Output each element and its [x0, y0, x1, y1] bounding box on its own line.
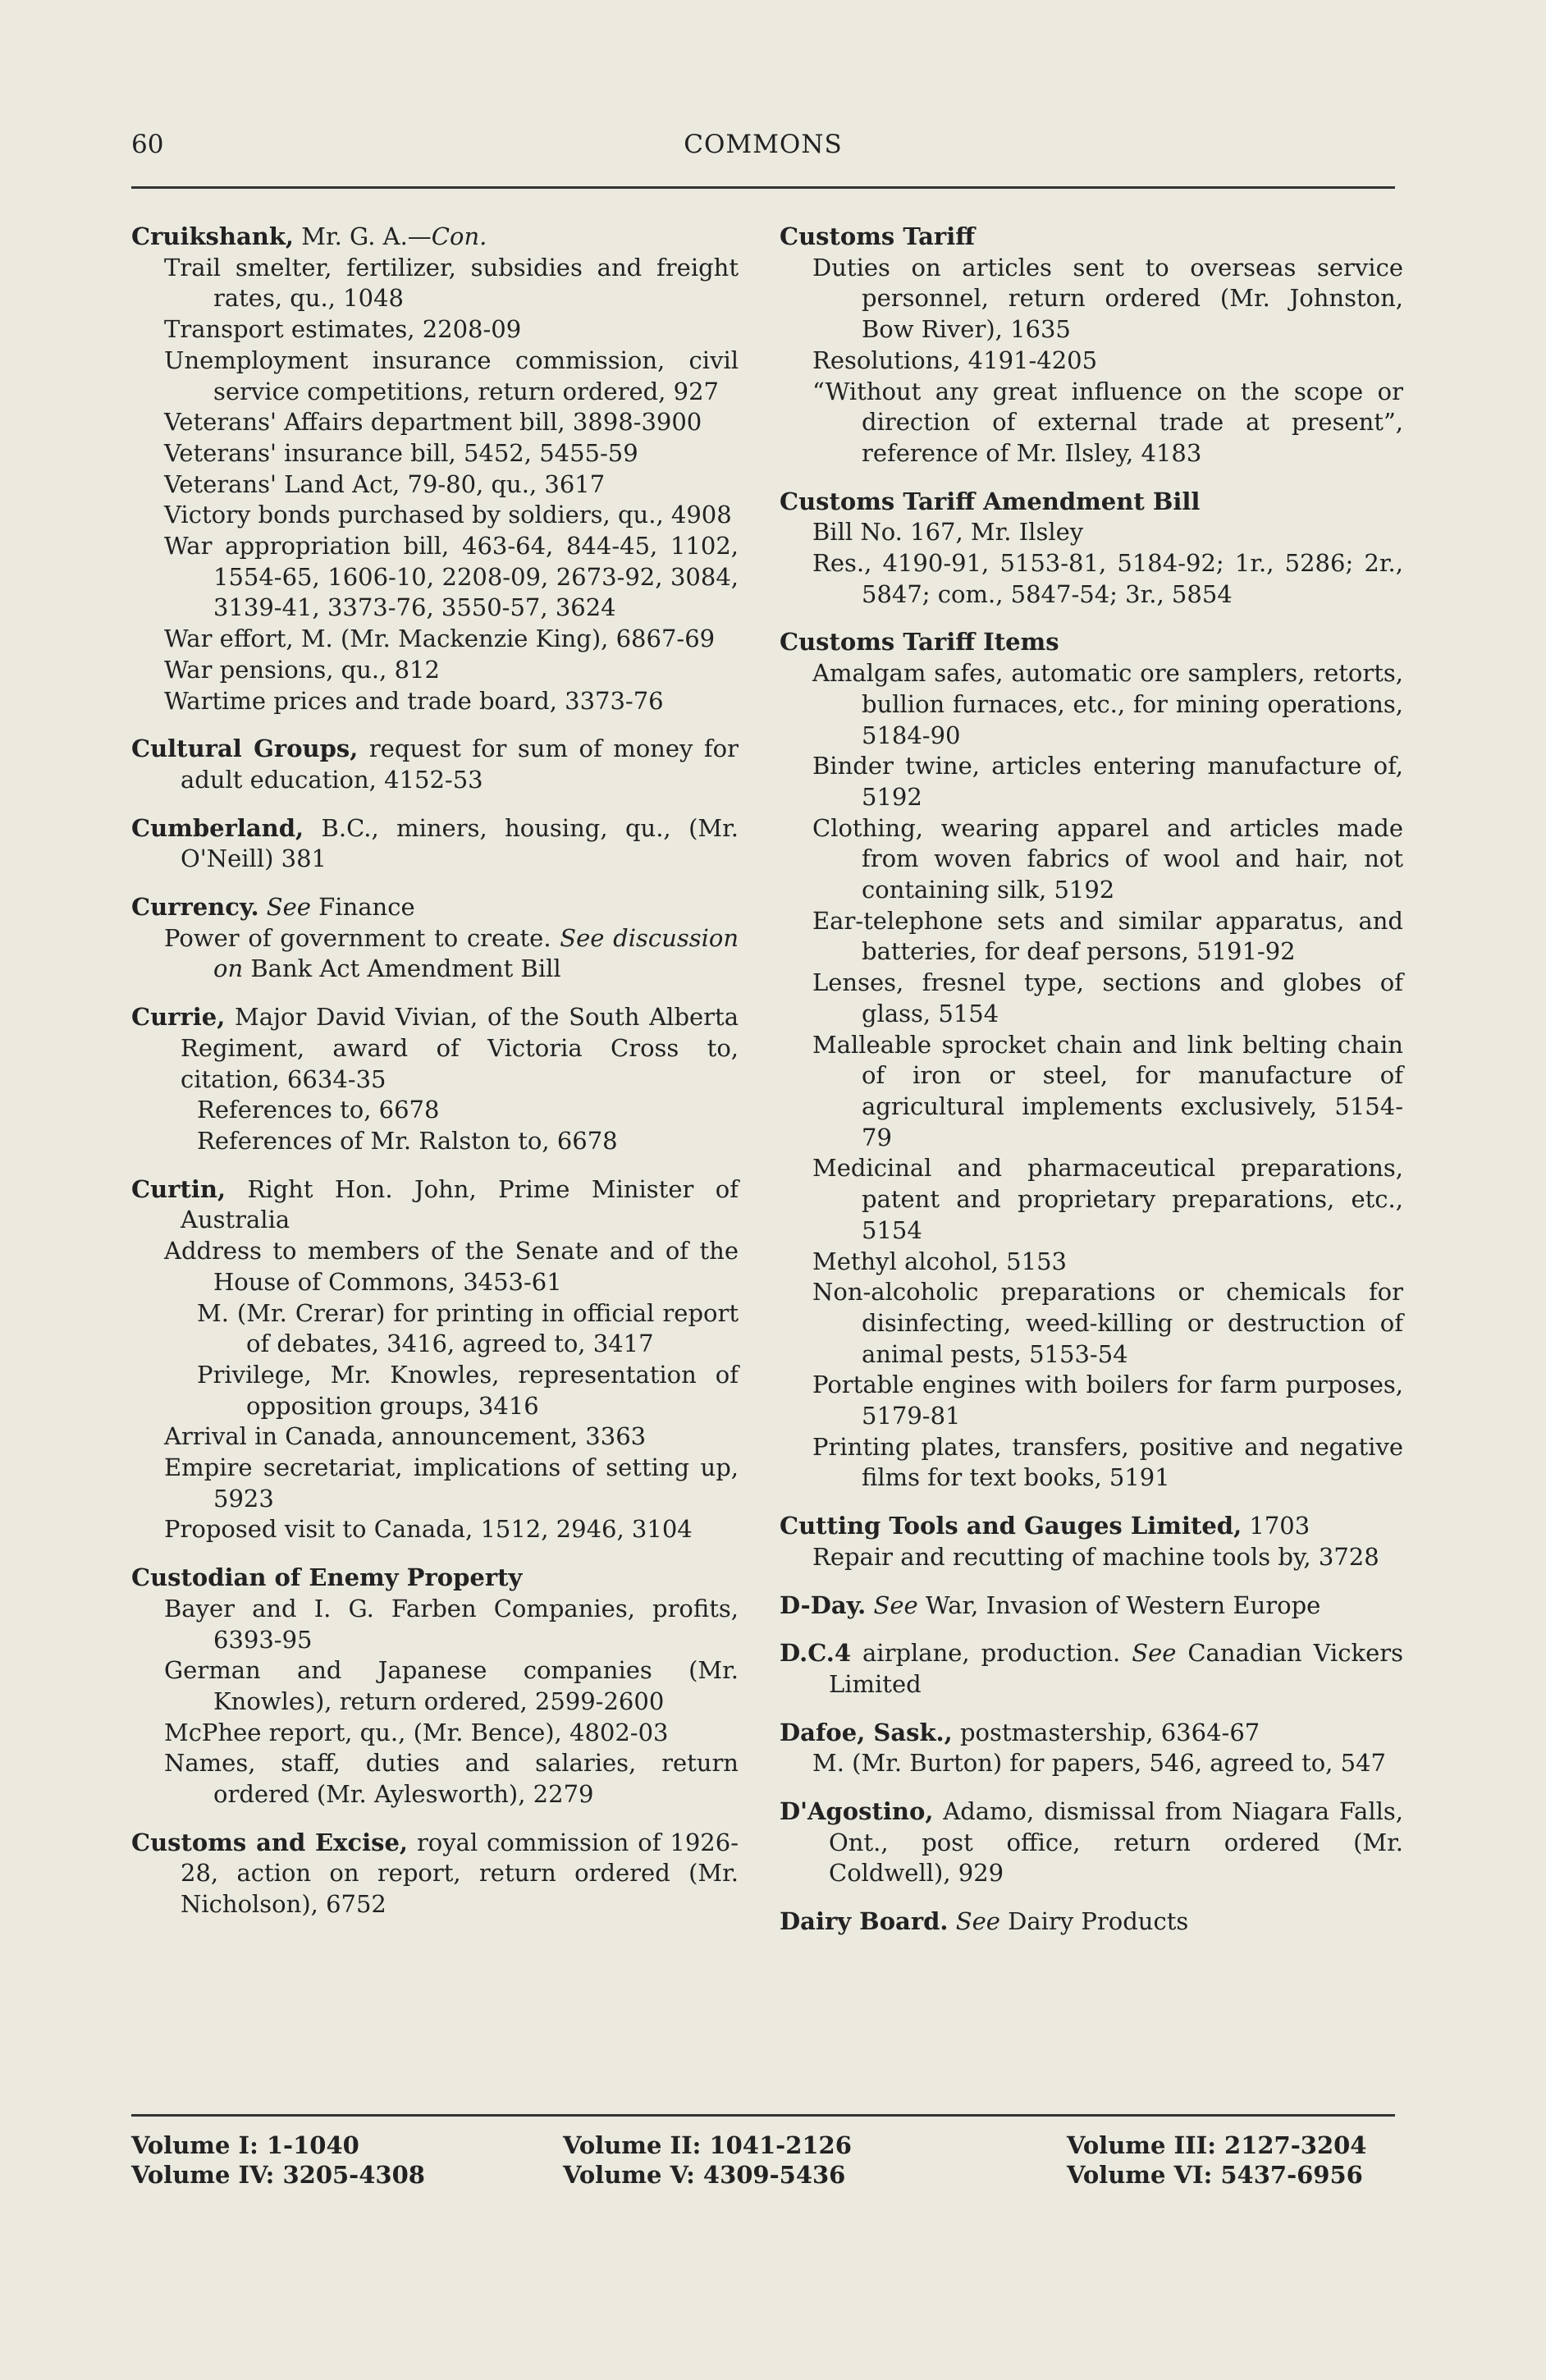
index-entry-dafoe: [780, 1718, 1403, 1779]
subentry: Ear-telephone sets and similar apparatus, and batteries, for deaf persons, 5191-92: [812, 906, 1403, 966]
subentry: Malleable sprocket chain and link belting chain of iron or steel, for manufacture of agricultural implements exclusively, 5154-79: [812, 1030, 1403, 1151]
subentry-text: Power of government to create.: [164, 923, 560, 952]
subentry: Clothing, wearing apparel and articles made from woven fabrics of wool and hair, not containing silk, 5192: [812, 813, 1403, 904]
subentry: Bayer and I. G. Farben Companies, profits, 6393-95: [164, 1594, 739, 1654]
entry-heading: [780, 1590, 1403, 1622]
entry-heading: [780, 487, 1403, 518]
index-entry-customs-tariff-amendment: [780, 487, 1403, 611]
subentry: Res., 4190-91, 5153-81, 5184-92; 1r., 5286; 2r., 5847; com., 5847-54; 3r., 5854: [812, 549, 1403, 608]
heading-space: [259, 893, 267, 921]
subentry: Empire secretariat, implications of setting up, 5923: [164, 1453, 739, 1513]
subentry: Wartime prices and trade board, 3373-76: [164, 686, 664, 715]
heading-text: B.C., miners, housing, qu., (Mr. O'Neill) 381: [181, 813, 739, 873]
heading-italic: See: [266, 893, 311, 922]
headword: Customs and Excise,: [131, 1828, 408, 1856]
volume-range: Volume I: 1-1040: [131, 2131, 359, 2159]
subentry: Printing plates, transfers, positive and negative films for text books, 5191: [812, 1432, 1403, 1492]
entry-heading: [780, 1906, 1403, 1938]
heading-text: Canadian Vickers Limited: [829, 1639, 1403, 1698]
entry-heading: [780, 1511, 1403, 1542]
sub-subentry: Privilege, Mr. Knowles, representation of opposition groups, 3416: [197, 1360, 739, 1420]
footer-rule: [131, 2114, 1395, 2117]
headword: Dairy Board.: [780, 1907, 949, 1936]
sub-subentry: M. (Mr. Crerar) for printing in official report of debates, 3416, agreed to, 3417: [197, 1298, 739, 1358]
volume-key-column: [563, 2131, 852, 2190]
sub-subentry: References of Mr. Ralston to, 6678: [197, 1126, 618, 1155]
subentry: Lenses, fresnel type, sections and globes of glass, 5154: [812, 968, 1403, 1028]
subentry: Proposed visit to Canada, 1512, 2946, 3104: [164, 1515, 693, 1544]
index-entry-currency: [131, 892, 739, 985]
subentry: Address to members of the Senate and of the House of Commons, 3453-61: [164, 1237, 739, 1296]
subentry: Binder twine, articles entering manufacture of, 5192: [812, 752, 1403, 811]
subentry: Arrival in Canada, announcement, 3363: [164, 1422, 647, 1451]
headword: Cumberland,: [131, 813, 304, 842]
headword: Customs Tariff: [780, 222, 976, 250]
headword: Dafoe, Sask.,: [780, 1718, 953, 1746]
subentry: Medicinal and pharmaceutical preparations, patent and proprietary preparations, etc., 5154: [812, 1154, 1403, 1244]
headword: Curtin,: [131, 1174, 226, 1203]
headword: Cultural Groups,: [131, 735, 359, 763]
index-entry-cutting-tools: [780, 1511, 1403, 1572]
index-entry-customs-excise: [131, 1828, 739, 1920]
heading-italic: See: [873, 1590, 918, 1619]
index-entry-cumberland: [131, 813, 739, 875]
headword: D'Agostino,: [780, 1797, 934, 1826]
headword: Customs Tariff Amendment Bill: [780, 487, 1201, 515]
subentry: Amalgam safes, automatic ore samplers, retorts, bullion furnaces, etc., for mining operations, 5184-90: [812, 659, 1403, 749]
subentry: Victory bonds purchased by soldiers, qu., 4908: [164, 501, 732, 529]
index-entry-customs-tariff: [780, 222, 1403, 469]
heading-text: War, Invasion of Western Europe: [917, 1590, 1321, 1619]
index-entry-cruikshank: [131, 222, 739, 716]
subentry: Unemployment insurance commission, civil service competitions, return ordered, 927: [164, 346, 739, 405]
entry-heading: [780, 1638, 1403, 1700]
heading-space: [948, 1907, 955, 1935]
entry-heading: [131, 1002, 739, 1095]
sub-subentry: References to, 6678: [197, 1096, 440, 1124]
headword: Currency.: [131, 893, 259, 922]
heading-text: Major David Vivian, of the South Alberta Regiment, award of Victoria Cross to, citation, 6634-35: [181, 1003, 739, 1093]
entry-heading: [780, 222, 1403, 253]
subentry: Bill No. 167, Mr. Ilsley: [812, 518, 1084, 547]
headword: Cutting Tools and Gauges Limited,: [780, 1512, 1242, 1540]
subentry: Resolutions, 4191-4205: [812, 346, 1098, 374]
heading-text: postmastership, 6364-67: [952, 1718, 1260, 1746]
heading-italic: See: [1132, 1639, 1177, 1668]
index-entry-curtin: [131, 1174, 739, 1545]
subentry: Veterans' insurance bill, 5452, 5455-59: [164, 438, 638, 467]
headword: D.C.4: [780, 1639, 852, 1668]
heading-text: airplane, production.: [851, 1639, 1132, 1668]
subentry: Trail smelter, fertilizer, subsidies and freight rates, qu., 1048: [164, 253, 739, 313]
headword: Currie,: [131, 1003, 226, 1032]
subentry: Duties on articles sent to overseas service personnel, return ordered (Mr. Johnston, Bow River), 1635: [812, 253, 1403, 344]
subentry: Repair and recutting of machine tools by, 3728: [812, 1542, 1379, 1571]
heading-text: Dairy Products: [999, 1907, 1189, 1936]
headword: Cruikshank,: [131, 222, 295, 250]
subentry: McPhee report, qu., (Mr. Bence), 4802-03: [164, 1718, 669, 1746]
index-entry-custodian: [131, 1563, 739, 1810]
entry-heading: [780, 627, 1403, 658]
heading-italic: See: [955, 1907, 1000, 1936]
entry-heading: [780, 1796, 1403, 1889]
heading-space: [866, 1591, 873, 1619]
entry-heading: [131, 1174, 739, 1236]
subentry: War appropriation bill, 463-64, 844-45, 1102, 1554-65, 1606-10, 2208-09, 2673-92, 3084, 3139-41, 3373-76, 3550-57, 3624: [164, 532, 739, 622]
headword: D-Day.: [780, 1590, 867, 1619]
subentry: German and Japanese companies (Mr. Knowles), return ordered, 2599-2600: [164, 1656, 739, 1715]
entry-heading: [131, 1563, 739, 1594]
subentry: War effort, M. (Mr. Mackenzie King), 6867-69: [164, 625, 716, 653]
volume-key-column: [1067, 2131, 1366, 2190]
header-rule: [131, 186, 1395, 189]
subentry-text: Bank Act Amendment Bill: [243, 954, 561, 983]
page-number: 60: [131, 130, 164, 159]
page-title: COMMONS: [684, 130, 843, 159]
heading-italic: Con.: [431, 222, 487, 250]
volume-range: Volume II: 1041-2126: [563, 2131, 852, 2159]
subentry: Veterans' Affairs department bill, 3898-3900: [164, 408, 702, 437]
left-column: [131, 222, 739, 1938]
index-entry-dairy-board: [780, 1906, 1403, 1938]
volume-range: Volume IV: 3205-4308: [131, 2161, 425, 2189]
entry-heading: [131, 1828, 739, 1920]
entry-heading: [131, 813, 739, 875]
index-entry-cultural-groups: [131, 734, 739, 795]
subentry: Methyl alcohol, 5153: [812, 1247, 1067, 1275]
headword: Custodian of Enemy Property: [131, 1563, 523, 1592]
entry-heading: [131, 734, 739, 795]
subentry: Veterans' Land Act, 79-80, qu., 3617: [164, 469, 606, 498]
volume-range: Volume III: 2127-3204: [1067, 2131, 1367, 2159]
subentry-italic: See discussion on: [213, 923, 739, 983]
subentry: Names, staff, duties and salaries, return ordered (Mr. Aylesworth), 2279: [164, 1749, 739, 1809]
heading-text: request for sum of money for adult education, 4152-53: [181, 735, 739, 794]
volume-range: Volume VI: 5437-6956: [1067, 2161, 1363, 2189]
volume-key-column: [131, 2131, 425, 2190]
subentry: [131, 923, 739, 985]
index-entry-currie: [131, 1002, 739, 1157]
subentry: Portable engines with boilers for farm purposes, 5179-81: [812, 1371, 1403, 1430]
heading-text: Finance: [310, 893, 415, 922]
entry-heading: [780, 1718, 1403, 1749]
heading-text: royal commission of 1926-28, action on report, return ordered (Mr. Nicholson), 6752: [181, 1828, 739, 1919]
heading-text: Mr. G. A.—: [294, 222, 432, 250]
heading-text: Adamo, dismissal from Niagara Falls, Ont., post office, return ordered (Mr. Coldwell), 929: [829, 1797, 1403, 1888]
subentry: “Without any great influence on the scope or direction of external trade at present”, reference of Mr. Ilsley, 4183: [812, 377, 1403, 467]
index-entry-dc4: [780, 1638, 1403, 1700]
index-entry-d-day: [780, 1590, 1403, 1622]
headword: Customs Tariff Items: [780, 628, 1059, 657]
subentry: M. (Mr. Burton) for papers, 546, agreed to, 547: [812, 1749, 1386, 1778]
heading-text: Right Hon. John, Prime Minister of Australia: [181, 1174, 739, 1234]
index-entry-customs-tariff-items: [780, 627, 1403, 1494]
entry-heading: [131, 892, 739, 923]
entry-heading: [131, 222, 739, 253]
subentry: Transport estimates, 2208-09: [164, 315, 522, 344]
volume-range: Volume V: 4309-5436: [563, 2161, 846, 2189]
index-entry-dagostino: [780, 1796, 1403, 1889]
right-column: [780, 222, 1403, 1955]
subentry: Non-alcoholic preparations or chemicals for disinfecting, weed-killing or destruction of animal pests, 5153-54: [812, 1278, 1403, 1368]
heading-text: 1703: [1242, 1512, 1310, 1540]
subentry: War pensions, qu., 812: [164, 655, 440, 684]
page-header: [131, 130, 1395, 171]
